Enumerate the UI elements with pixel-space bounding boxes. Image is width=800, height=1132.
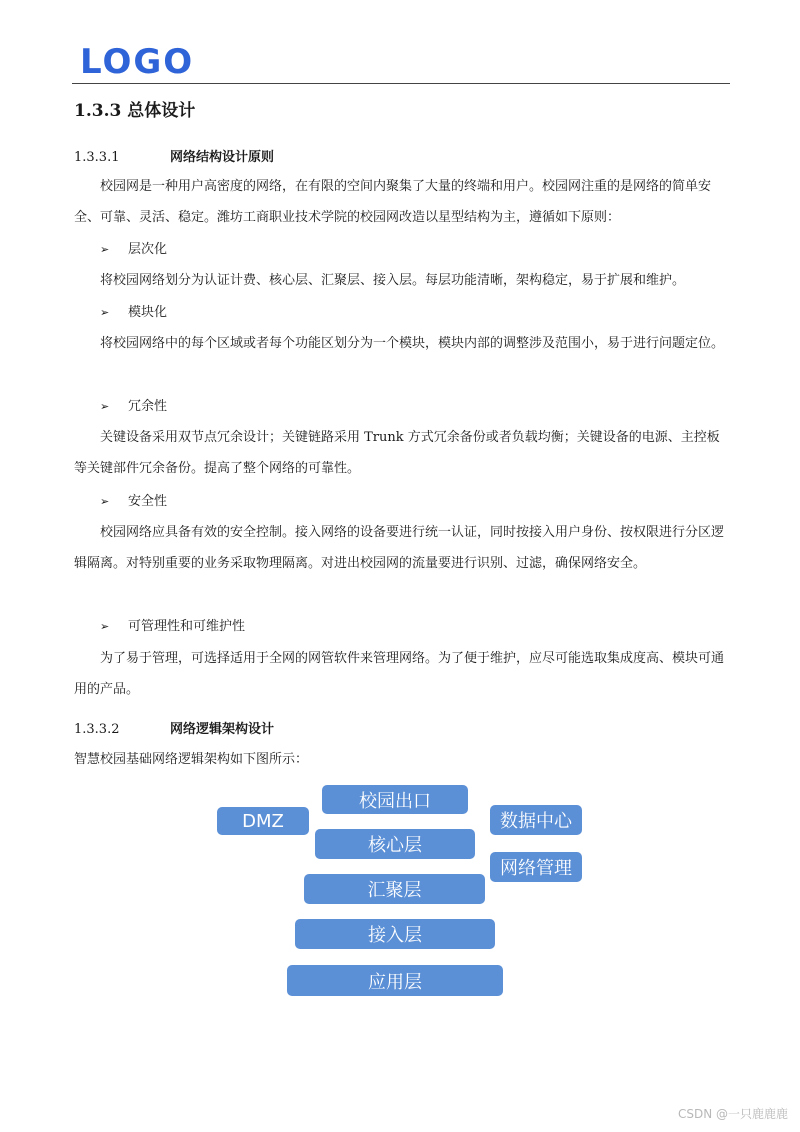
section-title: 1.3.3 总体设计 — [74, 101, 196, 121]
principle-title: 冗余性 — [128, 399, 168, 414]
subsection-title: 网络逻辑架构设计 — [170, 722, 275, 737]
principle-text: 为了易于管理，可选择适用于全网的网管软件来管理网络。为了便于维护，应尽可能选取集成度高、模块可通用的产品。 — [74, 651, 725, 697]
subsection-number: 1.3.3.2 — [74, 722, 120, 737]
principle-paragraph-2 — [74, 328, 726, 359]
principle-paragraph-5 — [74, 643, 726, 705]
subsection-number: 1.3.3.1 — [74, 150, 120, 165]
principle-title: 层次化 — [128, 242, 168, 257]
box-core-layer: 核心层 — [315, 829, 475, 859]
principle-bullet-4 — [100, 492, 167, 512]
intro-text: 校园网是一种用户高密度的网络，在有限的空间内聚集了大量的终端和用户。校园网注重的是网络的简单安全、可靠、灵活、稳定。潍坊工商职业技术学院的校园网改造以星型结构为主，遵循如下原则： — [74, 179, 712, 225]
box-access-layer: 接入层 — [295, 919, 495, 949]
principle-paragraph-3 — [74, 422, 726, 484]
principle-paragraph-4 — [74, 517, 726, 579]
subsection-title: 网络结构设计原则 — [170, 150, 275, 165]
principle-bullet-5 — [100, 617, 245, 637]
logo: LOGO — [80, 42, 195, 82]
arrow-bullet-icon: ➢ — [100, 495, 110, 508]
arrow-bullet-icon: ➢ — [100, 620, 110, 633]
principle-text: 关键设备采用双节点冗余设计；关键链路采用 Trunk 方式冗余备份或者负载均衡；关键设备的电源、主控板等关键部件冗余备份。提高了整个网络的可靠性。 — [74, 430, 720, 476]
subsection-heading-2 — [74, 718, 274, 737]
principle-title: 安全性 — [128, 494, 168, 509]
box-data-center: 数据中心 — [490, 805, 582, 835]
header-divider — [72, 83, 730, 84]
arrow-bullet-icon: ➢ — [100, 243, 110, 256]
intro-paragraph — [74, 171, 726, 233]
diagram-intro: 智慧校园基础网络逻辑架构如下图所示： — [74, 752, 309, 767]
principle-title: 模块化 — [128, 305, 168, 320]
principle-bullet-1 — [100, 240, 167, 260]
principle-title: 可管理性和可维护性 — [128, 619, 246, 634]
box-aggregation-layer: 汇聚层 — [304, 874, 485, 904]
box-campus-exit: 校园出口 — [322, 785, 468, 814]
watermark: CSDN @一只鹿鹿鹿 — [677, 1107, 788, 1121]
box-dmz: DMZ — [217, 807, 309, 835]
principle-paragraph-1 — [74, 265, 726, 296]
principle-text: 校园网络应具备有效的安全控制。接入网络的设备要进行统一认证，同时按接入用户身份、按权限进行分区逻辑隔离。对特别重要的业务采取物理隔离。对进出校园网的流量要进行识别、过滤，确保网络安全。 — [74, 525, 725, 571]
arrow-bullet-icon: ➢ — [100, 400, 110, 413]
principle-text: 将校园网络划分为认证计费、核心层、汇聚层、接入层。每层功能清晰，架构稳定，易于扩展和维护。 — [100, 273, 686, 288]
box-application-layer: 应用层 — [287, 965, 503, 996]
subsection-heading-1 — [74, 146, 274, 165]
principle-text: 将校园网络中的每个区域或者每个功能区划分为一个模块，模块内部的调整涉及范围小，易于进行问题定位。 — [100, 336, 725, 351]
box-network-management: 网络管理 — [490, 852, 582, 882]
arrow-bullet-icon: ➢ — [100, 306, 110, 319]
principle-bullet-3 — [100, 397, 167, 417]
principle-bullet-2 — [100, 303, 167, 323]
